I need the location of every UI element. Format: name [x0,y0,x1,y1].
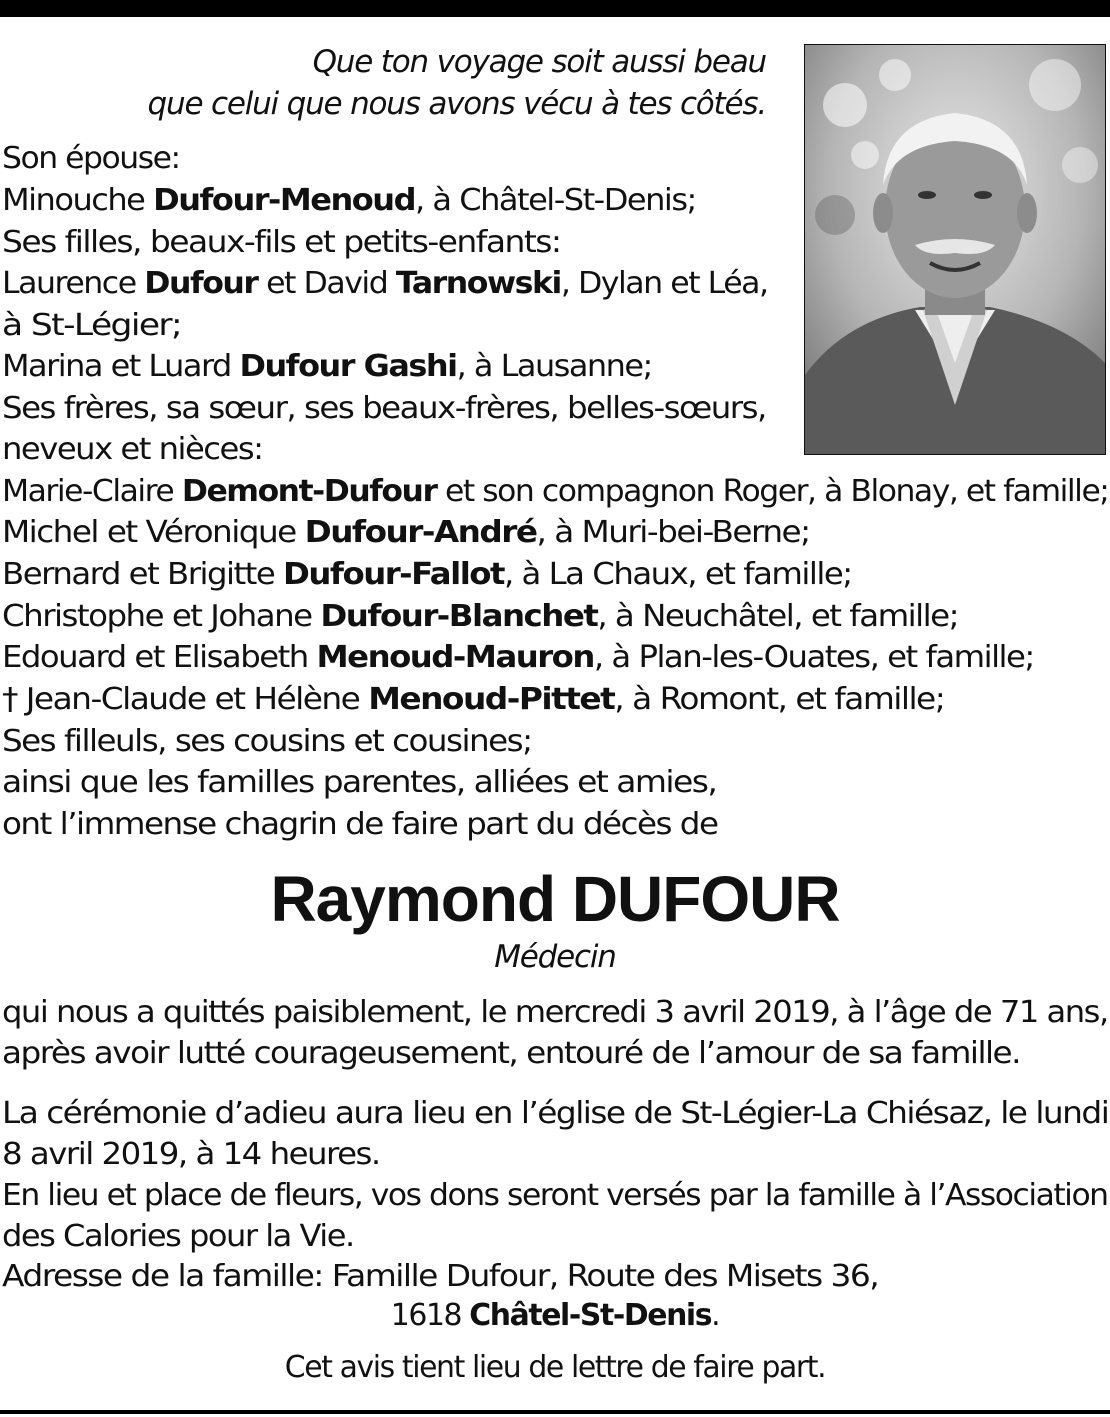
text-segment: ainsi que les familles parentes, alliées et amies, [2,765,717,800]
text-segment: Son épouse: [2,141,180,176]
text-segment: qui nous a quittés paisiblement, le mercredi 3 avril 2019, à l’âge de 71 ans, [2,995,1108,1030]
family-line [2,596,958,638]
details-line [2,1093,1108,1135]
details-line [2,1033,1020,1075]
address-city: Châtel-St-Denis [469,1298,712,1333]
surname: Menoud-Pittet [368,682,615,717]
closing-note: Cet avis tient lieu de lettre de faire part. [284,1350,826,1385]
surname: Dufour Gashi [239,349,457,384]
text-segment: La cérémonie d’adieu aura lieu en l’église de St-Légier-La Chiésaz, le lundi [2,1096,1109,1131]
details-line [2,992,1108,1034]
text-segment: Ses filleuls, ses cousins et cousines; [2,724,532,759]
family-line [2,512,810,554]
deceased-name: Raymond DUFOUR [270,863,840,935]
text-segment: , à Neuchâtel, et famille; [597,599,959,634]
family-line [2,346,652,388]
details-line [2,1256,878,1298]
address-postcode: 1618 [390,1298,470,1333]
details-line [2,1175,1108,1217]
family-line [2,721,532,763]
surname: Tarnowski [395,266,561,301]
text-segment: Ses frères, sa sœur, ses beaux-frères, belles-sœurs, [2,391,766,426]
text-segment: Marie-Claire [2,474,182,509]
surname: Dufour-Fallot [283,557,504,592]
family-line [2,180,696,222]
top-border-rule [0,0,1110,17]
family-line [2,637,1034,679]
text-segment: à St-Légier; [2,308,182,343]
address-end: . [711,1298,720,1333]
text-segment: Minouche [2,183,154,218]
family-line [2,554,852,596]
text-segment: Bernard et Brigitte [2,557,284,592]
family-line [2,679,944,721]
details-line [2,1134,380,1176]
family-line [2,429,262,471]
surname: Menoud-Mauron [316,640,594,675]
epigraph-line-1: Que ton voyage soit aussi beau [312,44,766,80]
text-segment: Laurence [2,266,145,301]
family-line [2,263,768,305]
text-segment: neveux et nièces: [2,432,263,467]
text-segment: et son compagnon Roger, à Blonay, et famille; [436,474,1109,509]
surname: Dufour [144,266,258,301]
text-segment: , à Châtel-St-Denis; [415,183,696,218]
address-city-line [3,1295,1107,1337]
text-segment: , à Plan-les-Ouates, et famille; [593,640,1034,675]
text-segment: † Jean-Claude et Hélène [2,682,369,717]
family-line [2,471,1108,513]
portrait-photo [804,44,1106,455]
text-segment: , à Lausanne; [456,349,652,384]
family-line [2,388,766,430]
text-segment: ont l’immense chagrin de faire part du décès de [2,807,718,842]
text-segment: Christophe et Johane [2,599,321,634]
details-line [2,1216,354,1258]
surname: Dufour-Menoud [153,183,416,218]
text-segment: Marina et Luard [2,349,240,384]
text-segment: , à La Chaux, et famille; [503,557,852,592]
surname: Dufour-Blanchet [320,599,598,634]
text-segment: Michel et Véronique [2,515,305,550]
surname: Dufour-André [304,515,537,550]
family-line [2,305,181,347]
text-segment: , à Romont, et famille; [614,682,945,717]
text-segment: Ses filles, beaux-fils et petits-enfants: [2,225,561,260]
family-line [2,138,180,180]
text-segment: après avoir lutté courageusement, entouré de l’amour de sa famille. [2,1036,1020,1071]
text-segment: et David [257,266,396,301]
epigraph-line-2: que celui que nous avons vécu à tes côtés. [147,86,766,122]
text-segment: , à Muri-bei-Berne; [536,515,810,550]
text-segment: Adresse de la famille: Famille Dufour, Route des Misets 36, [2,1259,879,1294]
family-line [2,762,716,804]
deceased-profession: Médecin [494,939,616,975]
surname: Demont-Dufour [181,474,437,509]
bottom-border-rule [0,1410,1110,1414]
text-segment: des Calories pour la Vie. [2,1219,354,1254]
text-segment: 8 avril 2019, à 14 heures. [2,1137,380,1172]
text-segment: , Dylan et Léa, [560,266,768,301]
text-segment: Edouard et Elisabeth [2,640,317,675]
family-line [2,222,560,264]
text-segment: En lieu et place de fleurs, vos dons seront versés par la famille à l’Association [2,1178,1108,1213]
family-line [2,804,717,846]
